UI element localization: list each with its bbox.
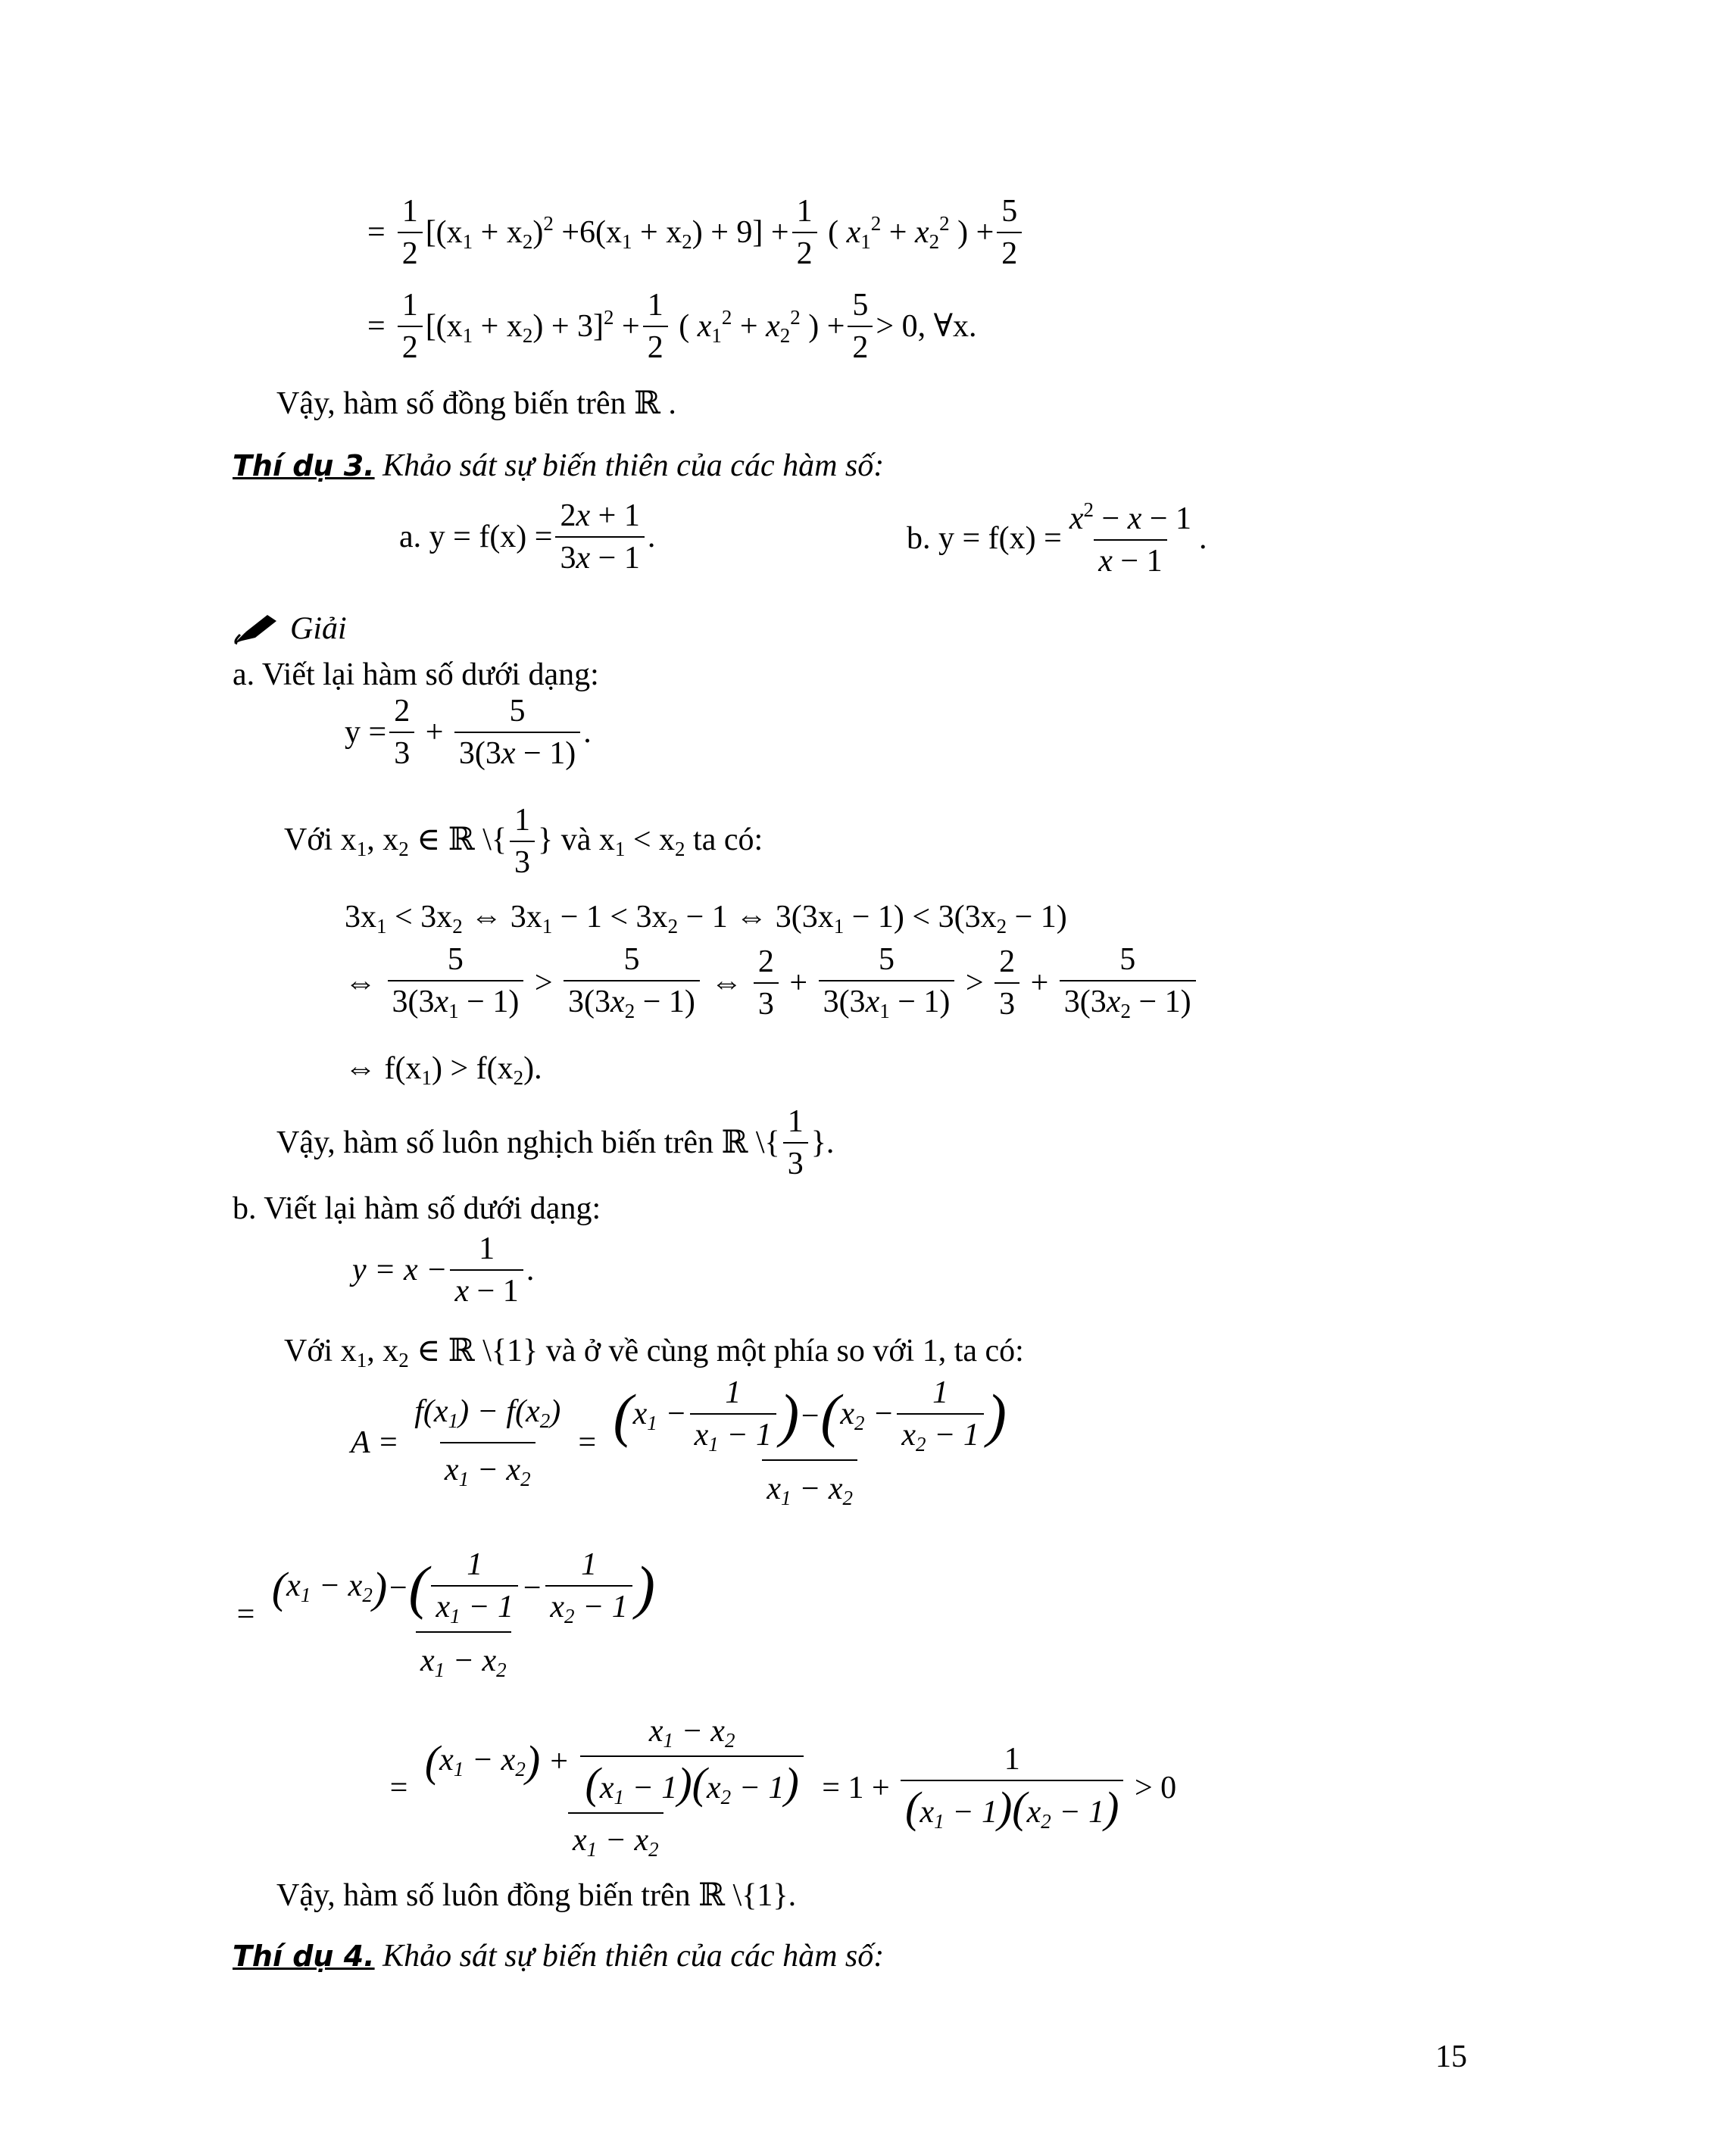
equation-line-1: = $\frac{1}{2}$ $[(x_1 + x_2)^2 +6(x_1 + x_2) + 9]$ + $\frac{1}{2}$ ( $x_1^2 + x_2^2$ ) + $\frac{5}{2}$	[367, 195, 1025, 270]
part-b-conclusion: Vậy, hàm số luôn đồng biến trên ℝ \{1}.	[276, 1878, 797, 1913]
part-b-step-3: = ( $x_1 - x_2$ ) + $\frac{x_1 - x_2}{(x_1 - 1)(x_2 - 1)}$ $x_1 - x_2$ = 1 + $\frac{1}{(x_1 - 1)(x_2 - 1)}$ > 0	[388, 1714, 1177, 1861]
equation-line-2: = $\frac{1}{2}$ $[(x_1 + x_2) + 3]^2$ + $\frac{1}{2}$ ( $x_1^2 + x_2^2$ ) + $\frac{5}{2}$ > 0, ∀x.	[367, 288, 977, 365]
pencil-hand-icon	[233, 612, 279, 651]
solution-heading: Giải	[233, 612, 347, 651]
example-4-text: Khảo sát sự biến thiên của các hàm số:	[374, 1939, 885, 1974]
example-4-heading	[233, 1940, 884, 1972]
part-a-fx: ⇔ $f(x_1) > f(x_2)$.	[345, 1051, 542, 1089]
part-b-domain: Với $x_1$, $x_2$ ∈ ℝ \{1} và ở về cùng một phía so với 1, ta có:	[284, 1334, 1024, 1372]
part-a-rewrite: y = $\frac{2}{3}$ + $\frac{5}{3(3x - 1)}$ .	[345, 694, 592, 771]
conclusion-example-2: Vậy, hàm số đồng biến trên ℝ .	[276, 386, 676, 421]
part-b-step-2: = ( $x_1 - x_2$ ) − ( $\frac{1}{x_1 - 1}$ − $\frac{1}{x_2 - 1}$ ) $x_1 - x_2$	[235, 1547, 655, 1681]
part-a-domain: Với $x_1$, $x_2$ ∈ ℝ \{ $\frac{1}{3}$ } và $x_1 < x_2$ ta có:	[284, 803, 763, 880]
positivity-claim: > 0, ∀x.	[876, 309, 977, 344]
example-3-heading	[233, 450, 884, 482]
part-b-heading: b. Viết lại hàm số dưới dạng:	[233, 1191, 601, 1226]
page-number: 15	[1435, 2039, 1467, 2074]
example-3-b: b. y = f(x) = $\frac{x^2 - x - 1}{x - 1}$ .	[907, 498, 1207, 579]
part-b-expression-A: A = $\frac{f(x_1) - f(x_2)}{x_1 - x_2}$ = ( $x_1$ − $\frac{1}{x_1 - 1}$ ) − ( $x_2$ − $\frac{1}{x_2 - 1}$ ) $x_1 - x_2$	[351, 1375, 1007, 1509]
part-b-rewrite: y = x − $\frac{1}{x - 1}$ .	[352, 1231, 535, 1309]
part-a-conclusion: Vậy, hàm số luôn nghịch biến trên ℝ \{ $\frac{1}{3}$ }.	[276, 1104, 835, 1181]
example-3-text: Khảo sát sự biến thiên của các hàm số:	[374, 448, 885, 483]
example-4-title: Thí dụ 4.	[233, 1939, 375, 1973]
part-a-heading: a. Viết lại hàm số dưới dạng:	[233, 657, 599, 692]
part-a-inequality: $3x_1 < 3x_2$ ⇔ $3x_1 - 1 < 3x_2 - 1$ ⇔ $3(3x_1 - 1) < 3(3x_2 - 1)$	[345, 900, 1067, 938]
part-a-equivalence: ⇔ $\frac{5}{3(3x_1 - 1)}$ > $\frac{5}{3(3x_2 - 1)}$ ⇔ $\frac{2}{3}$ + $\frac{5}{3(3x_1 - 1)}$ > $\frac{2}{3}$ + $\frac{5}{3(3x_2 - 1)}$	[345, 944, 1199, 1022]
example-3-a: a. y = f(x) = $\frac{2x + 1}{3x - 1}$ .	[399, 498, 656, 576]
example-3-title: Thí dụ 3.	[233, 449, 375, 482]
